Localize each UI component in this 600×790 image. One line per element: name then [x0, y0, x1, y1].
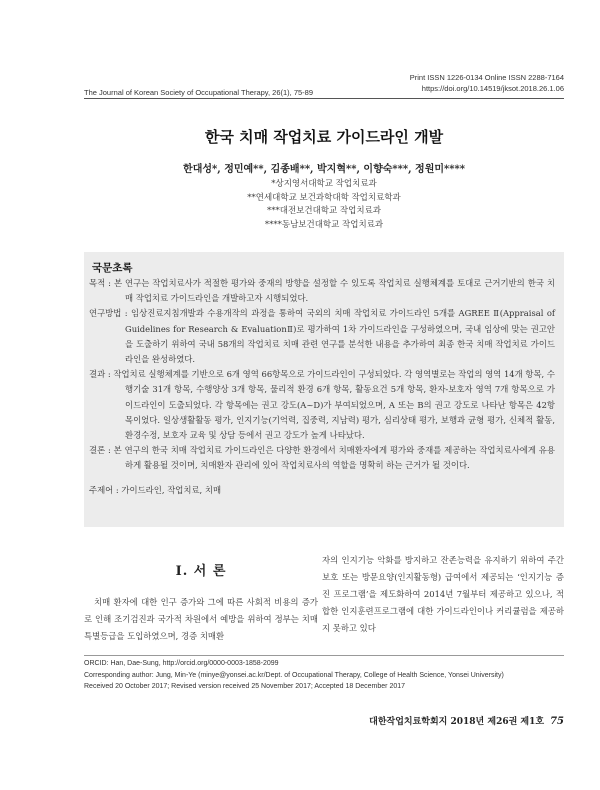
- paper-title: 한국 치매 작업치료 가이드라인 개발: [204, 128, 444, 146]
- abstract-keywords: 주제어 : 가이드라인, 작업치료, 치매: [89, 484, 222, 495]
- affiliation-3: ***대전보건대학교 작업치료과: [267, 206, 381, 216]
- abstract-conclusion: 결론 : 본 연구의 한국 치매 작업치료 가이드라인은 다양한 환경에서 치매환자에게 평가와 중재를 제공하는 작업치료사에게 유용하게 활용될 것이며, 치매환자 관리에 있어 작업치료사의 역할을 명확히 하는 근거가 될 것이다.: [89, 445, 555, 471]
- affiliation-4: ****동남보건대학교 작업치료과: [264, 219, 384, 230]
- affiliation-2: **연세대학교 보건과학대학 작업치료학과: [247, 192, 401, 203]
- footnote-received: Received 20 October 2017; Revised version received 25 November 2017; Accepted 18 December 2017: [84, 683, 406, 690]
- doi-line: https://doi.org/10.14519/jksot.2018.26.1.06: [421, 84, 564, 93]
- abstract-purpose: 목적 : 본 연구는 작업치료사가 적절한 평가와 중재의 방향을 설정할 수 있도록 작업치료 실행체계를 토대로 근거기반의 한국 치매 작업치료 가이드라인을 개발하고자 시행되었다.: [89, 278, 555, 304]
- intro-column-1: [84, 594, 318, 645]
- issn-line: Print ISSN 1226-0134 Online ISSN 2288-7164: [409, 73, 564, 82]
- footnote-rule: [84, 655, 564, 656]
- author-list: 한대성*, 정민예**, 김종배**, 박지혁**, 이향숙***, 정원미****: [183, 164, 465, 175]
- header-rule: [84, 98, 564, 99]
- affiliation-1: *상지영서대학교 작업치료과: [271, 179, 377, 189]
- abstract-body: [89, 276, 555, 506]
- footnote-corresponding: Corresponding author: Jung, Min-Ye (minye@yonsei.ac.kr/Dept. of Occupational Therapy, College of Health Science, Yonsei University): [84, 671, 504, 679]
- abstract-heading: 국문초록: [92, 262, 133, 274]
- abstract-results: 결과 : 작업치료 실행체계를 기반으로 6개 영역 66항목으로 가이드라인이 구성되었다. 각 영역별로는 작업의 영역 14개 항목, 수행기술 31개 항목, 수행양상 3개 항목, 물리적 환경 6개 항목, 활동요건 5개 항목, 환자-보호자 영역 7개 항목으로 가이드라인이 도출되었다. 각 항목에는 권고 강도(A~D)가 부여되었으며, A 또는 B의 권고 강도로 나타난 항목은 42항목이었다. 일상생활활동 평가, 인지기능(기억력, 집중력, 지남력) 평가, 심리상태 평가, 보행과 균형 평가, 신체적 활동, 환경수정, 보호자 교육 및 상담 등에서 권고 강도가 높게 나타났다.: [89, 369, 555, 441]
- abstract-box: [84, 252, 564, 527]
- abstract-methods: 연구방법 : 임상진료지침개발과 수용개작의 과정을 통하여 국외의 치매 작업치료 가이드라인 5개를 AGREE Ⅱ(Appraisal of Guidelines for Research & EvaluationⅡ)로 평가하여 1차 가이드라인을 구성하였으며, 국내 임상에 맞는 권고안을 도출하기 위하여 국내 58개의 작업치료 치매 관련 연구를 분석한 내용을 추가하여 최종 한국 치매 작업치료 가이드라인을 완성하였다.: [89, 308, 555, 365]
- journal-citation: The Journal of Korean Society of Occupational Therapy, 26(1), 75-89: [84, 88, 314, 97]
- page-footer: [369, 714, 564, 727]
- affiliations: [0, 178, 600, 232]
- section-heading: Ⅰ. 서 론: [175, 564, 227, 579]
- footnotes: [84, 658, 504, 693]
- intro-paragraph-1: 치매 환자에 대한 인구 증가와 그에 따른 사회적 비용의 증가로 인해 조기검진과 국가적 차원에서 예방을 위하여 정부는 치매특별등급을 도입하였으며, 경증 치매환: [84, 597, 318, 641]
- intro-paragraph-2: 자의 인지기능 악화를 방지하고 잔존능력을 유지하기 위하여 주간보호 또는 방문요양(인지활동형) 급여에서 제공되는 ‘인지기능 증진 프로그램’을 제도화하여 2014년 7월부터 제공하고 있으나, 적합한 인지훈련프로그램에 대한 가이드라인이나 커리큘럼을 제공하지 못하고 있다: [322, 555, 564, 633]
- intro-column-2: [322, 552, 564, 637]
- footer-journal-issue: 대한작업치료학회지 2018년 제26권 제1호: [369, 717, 545, 727]
- footnote-orcid: ORCID: Han, Dae-Sung, http://orcid.org/0000-0003-1858-2099: [84, 660, 279, 667]
- page-number: 75: [550, 716, 564, 727]
